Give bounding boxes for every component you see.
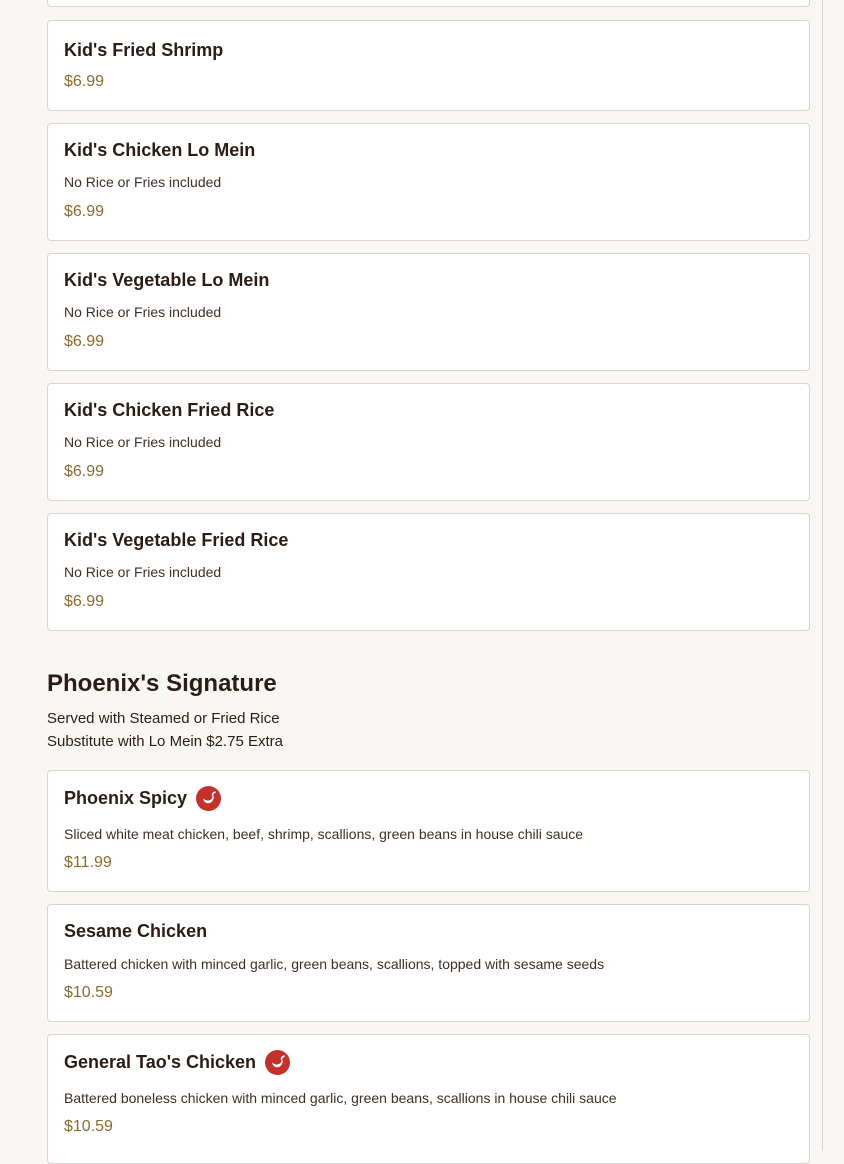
menu-item-card[interactable] (47, 383, 810, 501)
menu-item-price: $6.99 (64, 203, 105, 220)
menu-item-description: Sliced white meat chicken, beef, shrimp, scallions, green beans in house chili sauce (64, 826, 584, 842)
page-right-divider (822, 0, 823, 1151)
menu-item-title-row (64, 526, 288, 554)
menu-item-title-row (64, 36, 223, 64)
menu-item-card[interactable] (47, 20, 810, 111)
menu-item-name: General Tao's Chicken (64, 1051, 257, 1072)
menu-item-description: No Rice or Fries included (64, 174, 222, 190)
menu-item-price: $6.99 (64, 333, 105, 350)
menu-item-card[interactable] (47, 513, 810, 631)
menu-item-name: Kid's Vegetable Lo Mein (64, 269, 270, 290)
menu-item-description: No Rice or Fries included (64, 304, 222, 320)
menu-item-price: $10.59 (64, 1118, 113, 1135)
section-title: Phoenix's Signature (47, 670, 277, 697)
menu-item-price: $11.99 (64, 854, 112, 871)
menu-item-price: $6.99 (64, 463, 105, 480)
menu-item-description: Battered boneless chicken with minced garlic, green beans, scallions in house chili sauce (64, 1090, 617, 1106)
menu-item-title-row (64, 136, 255, 164)
menu-item-name: Phoenix Spicy (64, 787, 188, 808)
menu-item-title-row (64, 917, 207, 945)
chili-pepper-icon (265, 1050, 290, 1075)
menu-item-price: $10.59 (64, 984, 113, 1001)
menu-item-description: Battered chicken with minced garlic, green beans, scallions, topped with sesame seeds (64, 956, 605, 972)
menu-item-title-row (64, 266, 269, 294)
menu-item-card[interactable] (47, 123, 810, 241)
menu-item-card[interactable] (47, 770, 810, 892)
menu-item-card-partial[interactable] (47, 0, 810, 7)
menu-item-name: Kid's Chicken Lo Mein (64, 139, 256, 160)
menu-item-title-row (64, 784, 221, 812)
section-note-substitute: Substitute with Lo Mein $2.75 Extra (47, 733, 283, 750)
menu-item-name: Kid's Vegetable Fried Rice (64, 529, 289, 550)
section-note-rice: Served with Steamed or Fried Rice (47, 710, 280, 727)
menu-item-title-row (64, 1048, 290, 1076)
menu-item-title-row (64, 396, 274, 424)
menu-item-price: $6.99 (64, 73, 105, 90)
menu-item-card[interactable] (47, 253, 810, 371)
menu-item-name: Kid's Fried Shrimp (64, 39, 224, 60)
chili-pepper-icon (196, 786, 221, 811)
menu-item-name: Sesame Chicken (64, 920, 208, 941)
menu-item-price: $6.99 (64, 593, 105, 610)
menu-item-name: Kid's Chicken Fried Rice (64, 399, 275, 420)
menu-item-description: No Rice or Fries included (64, 434, 222, 450)
menu-item-card[interactable] (47, 904, 810, 1022)
menu-item-description: No Rice or Fries included (64, 564, 222, 580)
menu-item-card[interactable] (47, 1034, 810, 1164)
